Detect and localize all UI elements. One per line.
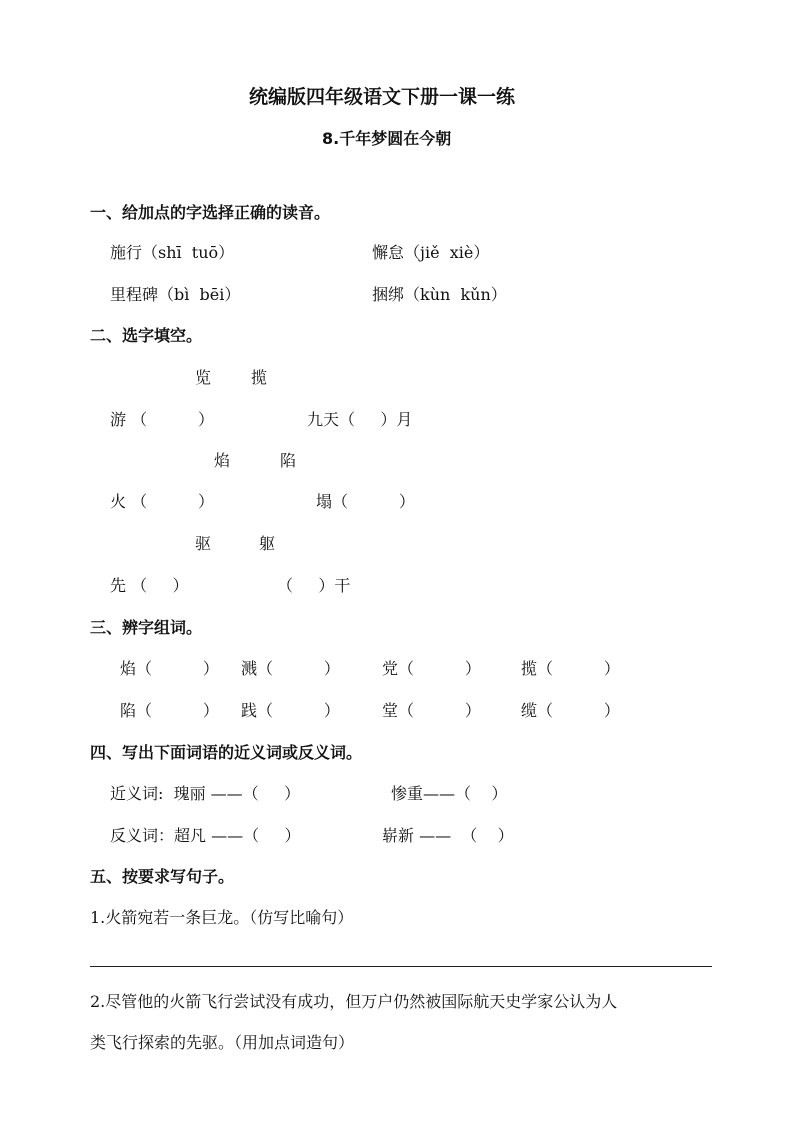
fill-blank-item: （ ）干	[277, 576, 351, 595]
char-option: 陷	[280, 451, 297, 470]
pinyin-item: 施行（shī tuō）	[110, 243, 235, 262]
antonym-item: 反义词：超凡 ——（ ）	[110, 826, 301, 845]
char-option: 览	[195, 368, 212, 387]
antonym-item: 崭新 —— （ ）	[382, 826, 514, 845]
word-group-item: 溅（ ）	[241, 659, 340, 678]
word-group-item: 焰（ ）	[120, 659, 219, 678]
char-option: 焰	[214, 451, 231, 470]
sentence-question: 2.尽管他的火箭飞行尝试没有成功，但万户仍然被国际航天史学家公认为人	[90, 992, 618, 1011]
section-1-heading: 一、给加点的字选择正确的读音。	[90, 203, 331, 222]
section-2-heading: 二、选字填空。	[90, 326, 203, 345]
sentence-question: 1.火箭宛若一条巨龙。（仿写比喻句）	[90, 908, 354, 927]
fill-blank-item: 火 （ ）	[110, 492, 214, 511]
synonym-item: 惨重——（ ）	[391, 784, 508, 803]
word-group-item: 陷（ ）	[120, 701, 219, 720]
lesson-title: 8.千年梦圆在今朝	[322, 129, 452, 148]
page-title: 统编版四年级语文下册一课一练	[249, 86, 516, 108]
word-group-item: 党（ ）	[382, 659, 481, 678]
word-group-item: 揽（ ）	[521, 659, 620, 678]
section-5-heading: 五、按要求写句子。	[90, 867, 235, 886]
synonym-item: 近义词: 瑰丽 ——（ ）	[110, 784, 301, 803]
word-group-item: 缆（ ）	[521, 701, 620, 720]
word-group-item: 堂（ ）	[382, 701, 481, 720]
fill-blank-item: 塌（ ）	[316, 492, 415, 511]
pinyin-item: 懈怠（jiě xiè）	[372, 243, 490, 262]
pinyin-item: 里程碑（bì bēi）	[110, 285, 241, 304]
section-4-heading: 四、写出下面词语的近义词或反义词。	[90, 743, 363, 762]
section-3-heading: 三、辨字组词。	[90, 618, 203, 637]
char-option: 揽	[251, 368, 268, 387]
pinyin-item: 捆绑（kùn kǔn）	[372, 285, 507, 304]
fill-blank-item: 先 （ ）	[110, 576, 189, 595]
char-option: 躯	[259, 534, 276, 553]
answer-line	[90, 966, 712, 967]
char-option: 驱	[195, 534, 212, 553]
sentence-question-continued: 类飞行探索的先驱。（用加点词造句）	[90, 1033, 355, 1052]
fill-blank-item: 九天（ ）月	[307, 410, 413, 429]
fill-blank-item: 游 （ ）	[110, 410, 214, 429]
word-group-item: 践（ ）	[241, 701, 340, 720]
